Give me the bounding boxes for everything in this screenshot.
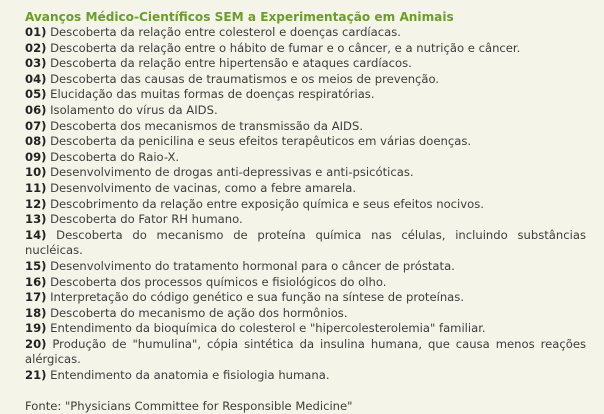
item-number: 01) [25,25,47,39]
list-item [25,150,586,166]
item-text: Desenvolvimento de vacinas, como a febre amarela. [46,180,357,195]
list-item [25,306,586,322]
page-title: Avanços Médico-Científicos SEM a Experimentação em Animais [25,10,454,24]
item-number: 04) [25,71,47,86]
item-text: Elucidação das muitas formas de doenças respiratórias. [46,87,375,102]
item-text: Desenvolvimento do tratamento hormonal para o câncer de próstata. [46,258,455,273]
item-text: Descoberta do mecanismo de ação dos hormônios. [46,305,348,320]
item-number: 09) [25,149,47,164]
list-item [25,25,586,41]
advances-list [25,25,594,384]
list-item [25,275,586,291]
list-item [25,368,586,384]
item-number: 08) [25,134,47,149]
item-text: Descoberta dos mecanismos de transmissão da AIDS. [46,118,364,133]
item-number: 19) [25,321,47,336]
item-text: Descoberta das causas de traumatismos e os meios de prevenção. [46,71,440,86]
item-text: Descoberta do mecanismo de proteína química nas células, incluindo substâncias nucléicas. [25,227,586,258]
item-text: Interpretação do código genético e sua função na síntese de proteínas. [46,290,464,305]
list-item [25,259,586,275]
item-text: Descoberta da relação entre o hábito de fumar e o câncer, e a nutrição e câncer. [46,40,521,55]
item-number: 17) [25,290,47,305]
item-number: 15) [25,258,47,273]
item-number: 12) [25,196,47,211]
item-text: Descoberta do Fator RH humano. [46,212,243,227]
item-text: Descoberta da relação entre colesterol e doenças cardíacas. [46,25,401,39]
item-text: Entendimento da bioquímica do colesterol e "hipercolesterolemia" familiar. [46,321,486,336]
item-text: Descoberta da relação entre hipertensão e ataques cardíacos. [46,56,412,71]
item-text: Desenvolvimento de drogas anti-depressivas e anti-psicóticas. [46,165,414,180]
item-number: 21) [25,368,47,383]
item-text: Descoberta da penicilina e seus efeitos terapêuticos em várias doenças. [46,134,472,149]
item-number: 13) [25,212,47,227]
item-text: Descoberta do Raio-X. [46,149,180,164]
item-number: 06) [25,102,47,117]
list-item [25,56,586,72]
item-number: 05) [25,87,47,102]
item-number: 10) [25,165,47,180]
list-item [25,165,586,181]
item-text: Descoberta dos processos químicos e fisiológicos do olho. [46,274,387,289]
list-item [25,87,586,103]
list-item [25,41,586,57]
item-text: Isolamento do vírus da AIDS. [46,102,218,117]
list-item [25,103,586,119]
item-number: 11) [25,180,47,195]
item-number: 14) [25,227,47,242]
list-item [25,212,586,228]
list-item [25,228,586,259]
list-item [25,290,586,306]
source-note: Fonte: "Physicians Committee for Responsible Medicine" [25,398,353,413]
item-number: 02) [25,40,47,55]
list-item [25,321,586,337]
list-item [25,197,586,213]
list-item [25,181,586,197]
item-number: 16) [25,274,47,289]
item-number: 20) [25,336,47,351]
list-item [25,72,586,88]
item-text: Descobrimento da relação entre exposição química e seus efeitos nocivos. [46,196,484,211]
item-text: Produção de "humulina", cópia sintética da insulina humana, que causa menos reações alérgicas. [25,336,586,367]
list-item [25,119,586,135]
item-number: 03) [25,56,47,71]
list-item [25,134,586,150]
item-number: 18) [25,305,47,320]
list-item [25,337,586,368]
item-text: Entendimento da anatomia e fisiologia humana. [46,368,330,383]
item-number: 07) [25,118,47,133]
